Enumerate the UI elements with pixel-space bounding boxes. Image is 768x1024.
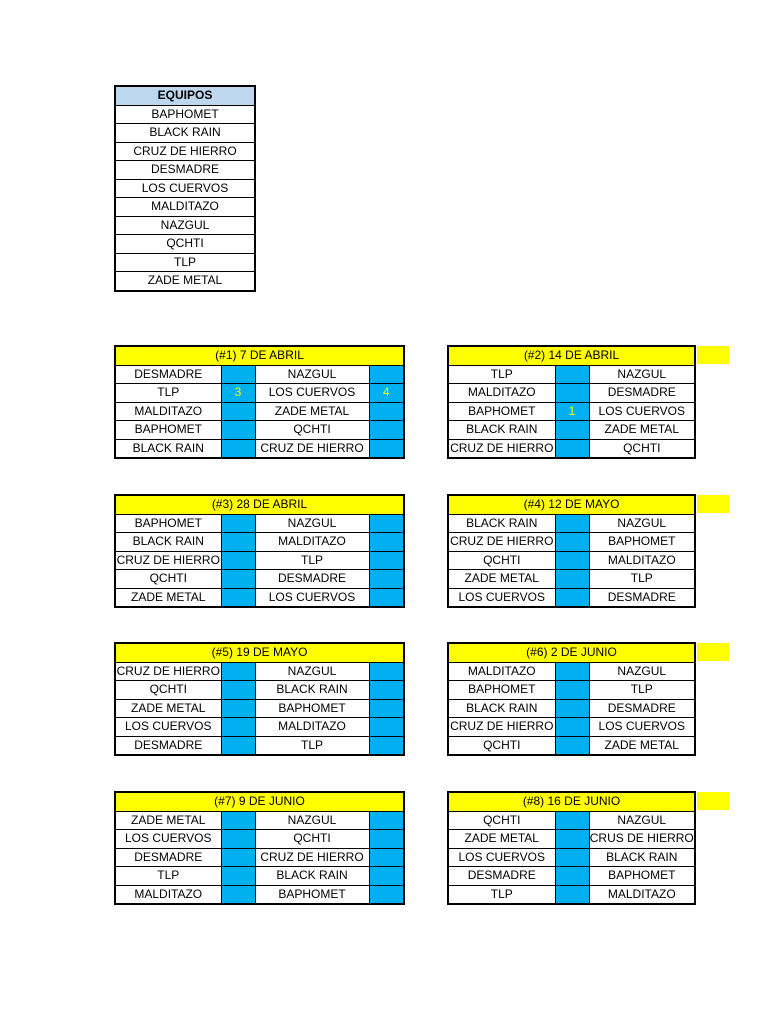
home-team-cell[interactable]: DESMADRE [115,736,221,755]
match-row [448,402,695,421]
round-4-table [447,494,696,608]
match-row [448,848,695,867]
home-score-cell[interactable] [221,533,255,552]
away-score-cell[interactable] [369,570,404,589]
home-team-cell[interactable]: CRUZ DE HIERRO [448,439,555,458]
away-team-cell[interactable]: QCHTI [255,830,369,849]
home-team-cell[interactable]: MALDITAZO [115,402,221,421]
home-team-cell[interactable]: CRUZ DE HIERRO [115,662,221,681]
match-row [115,681,404,700]
home-score-cell[interactable]: 3 [221,384,255,403]
round-title: (#8) 16 DE JUNIO [448,792,695,811]
home-score-cell[interactable] [221,885,255,904]
home-team-cell[interactable]: BLACK RAIN [448,514,555,533]
match-row [115,421,404,440]
match-row [448,514,695,533]
home-team-cell[interactable]: TLP [115,867,221,886]
away-team-cell[interactable]: DESMADRE [589,384,695,403]
home-team-cell[interactable]: LOS CUERVOS [115,718,221,737]
team-cell[interactable]: CRUZ DE HIERRO [115,142,255,161]
title-fill-overflow [697,792,729,810]
away-score-cell[interactable] [369,867,404,886]
home-score-cell[interactable] [221,848,255,867]
home-team-cell[interactable]: MALDITAZO [448,384,555,403]
home-team-cell[interactable]: BLACK RAIN [115,439,221,458]
away-team-cell[interactable]: NAZGUL [255,662,369,681]
away-score-cell[interactable] [369,662,404,681]
away-score-cell[interactable] [369,588,404,607]
match-row [448,588,695,607]
away-team-cell[interactable]: CRUZ DE HIERRO [255,848,369,867]
round-title: (#6) 2 DE JUNIO [448,643,695,662]
match-row [448,681,695,700]
away-team-cell[interactable]: CRUZ DE HIERRO [255,439,369,458]
home-score-cell[interactable] [221,421,255,440]
match-row [448,867,695,886]
away-score-cell[interactable] [369,885,404,904]
home-score-cell[interactable] [555,551,589,570]
away-team-cell[interactable]: TLP [255,736,369,755]
away-team-cell[interactable]: DESMADRE [589,588,695,607]
away-team-cell[interactable]: CRUS DE HIERRO [589,830,695,849]
home-team-cell[interactable]: TLP [448,365,555,384]
away-team-cell[interactable]: LOS CUERVOS [255,588,369,607]
away-team-cell[interactable]: NAZGUL [589,811,695,830]
home-team-cell[interactable]: TLP [448,885,555,904]
home-score-cell[interactable] [555,588,589,607]
home-score-cell[interactable] [555,885,589,904]
team-cell[interactable]: DESMADRE [115,161,255,180]
match-row [448,439,695,458]
away-team-cell[interactable]: BLACK RAIN [589,848,695,867]
home-team-cell[interactable]: CRUZ DE HIERRO [115,551,221,570]
home-team-cell[interactable]: DESMADRE [115,365,221,384]
home-score-cell[interactable]: 1 [555,402,589,421]
home-team-cell[interactable]: QCHTI [448,811,555,830]
round-title: (#1) 7 DE ABRIL [115,346,404,365]
team-cell[interactable]: BAPHOMET [115,105,255,124]
home-score-cell[interactable] [221,736,255,755]
home-score-cell[interactable] [221,699,255,718]
match-row [448,551,695,570]
match-row [448,533,695,552]
round-5-table [114,642,405,756]
round-7-table [114,791,405,905]
home-team-cell[interactable]: QCHTI [448,736,555,755]
round-title: (#2) 14 DE ABRIL [448,346,695,365]
home-team-cell[interactable]: ZADE METAL [115,811,221,830]
home-score-cell[interactable] [555,681,589,700]
away-score-cell[interactable] [369,514,404,533]
away-team-cell[interactable]: BAPHOMET [589,533,695,552]
home-score-cell[interactable] [555,533,589,552]
team-cell[interactable]: MALDITAZO [115,198,255,217]
match-row [115,699,404,718]
away-team-cell[interactable]: QCHTI [589,439,695,458]
match-row [448,365,695,384]
round-2-table [447,345,696,459]
away-team-cell[interactable]: LOS CUERVOS [589,718,695,737]
match-row [448,811,695,830]
away-score-cell[interactable] [369,811,404,830]
team-cell[interactable]: BLACK RAIN [115,124,255,143]
match-row [115,533,404,552]
home-score-cell[interactable] [555,699,589,718]
away-score-cell[interactable] [369,681,404,700]
away-score-cell[interactable] [369,402,404,421]
home-team-cell[interactable]: CRUZ DE HIERRO [448,533,555,552]
away-team-cell[interactable]: BAPHOMET [255,885,369,904]
round-1-table [114,345,405,459]
round-title: (#7) 9 DE JUNIO [115,792,404,811]
home-score-cell[interactable] [555,570,589,589]
away-team-cell[interactable]: LOS CUERVOS [255,384,369,403]
away-team-cell[interactable]: ZADE METAL [589,421,695,440]
match-row [115,830,404,849]
away-score-cell[interactable]: 4 [369,384,404,403]
team-cell[interactable]: LOS CUERVOS [115,179,255,198]
home-score-cell[interactable] [221,830,255,849]
home-score-cell[interactable] [555,718,589,737]
home-score-cell[interactable] [221,681,255,700]
away-score-cell[interactable] [369,699,404,718]
home-team-cell[interactable]: MALDITAZO [448,662,555,681]
match-row [448,662,695,681]
match-row [448,384,695,403]
home-team-cell[interactable]: BLACK RAIN [448,421,555,440]
away-team-cell[interactable]: MALDITAZO [255,533,369,552]
match-row [448,421,695,440]
match-row [115,811,404,830]
away-team-cell[interactable]: NAZGUL [255,811,369,830]
team-cell[interactable]: QCHTI [115,235,255,254]
away-score-cell[interactable] [369,533,404,552]
match-row [115,736,404,755]
away-score-cell[interactable] [369,551,404,570]
match-row [115,439,404,458]
home-score-cell[interactable] [555,736,589,755]
away-team-cell[interactable]: MALDITAZO [589,551,695,570]
home-team-cell[interactable]: DESMADRE [115,848,221,867]
match-row [448,570,695,589]
away-score-cell[interactable] [369,365,404,384]
away-team-cell[interactable]: BLACK RAIN [255,681,369,700]
home-score-cell[interactable] [555,867,589,886]
teams-header: EQUIPOS [115,86,255,105]
home-team-cell[interactable]: QCHTI [448,551,555,570]
home-team-cell[interactable]: BLACK RAIN [448,699,555,718]
home-score-cell[interactable] [555,421,589,440]
match-row [115,402,404,421]
match-row [115,384,404,403]
home-team-cell[interactable]: ZADE METAL [448,570,555,589]
home-score-cell[interactable] [221,514,255,533]
home-score-cell[interactable] [221,570,255,589]
home-team-cell[interactable]: LOS CUERVOS [448,848,555,867]
away-team-cell[interactable]: TLP [589,681,695,700]
home-score-cell[interactable] [221,402,255,421]
match-row [115,718,404,737]
away-team-cell[interactable]: BAPHOMET [589,867,695,886]
team-cell[interactable]: NAZGUL [115,216,255,235]
away-team-cell[interactable]: DESMADRE [255,570,369,589]
away-team-cell[interactable]: ZADE METAL [255,402,369,421]
title-fill-overflow [697,346,729,364]
home-score-cell[interactable] [221,867,255,886]
home-score-cell[interactable] [221,718,255,737]
home-team-cell[interactable]: ZADE METAL [115,699,221,718]
away-team-cell[interactable]: QCHTI [255,421,369,440]
home-score-cell[interactable] [221,365,255,384]
match-row [448,718,695,737]
away-team-cell[interactable]: BLACK RAIN [255,867,369,886]
away-score-cell[interactable] [369,848,404,867]
away-team-cell[interactable]: NAZGUL [255,365,369,384]
home-score-cell[interactable] [555,848,589,867]
teams-table [114,85,256,292]
away-team-cell[interactable]: MALDITAZO [589,885,695,904]
match-row [448,885,695,904]
match-row [115,514,404,533]
round-title: (#4) 12 DE MAYO [448,495,695,514]
home-score-cell[interactable] [555,514,589,533]
home-team-cell[interactable]: QCHTI [115,570,221,589]
away-team-cell[interactable]: NAZGUL [589,514,695,533]
away-team-cell[interactable]: LOS CUERVOS [589,402,695,421]
home-score-cell[interactable] [221,588,255,607]
away-score-cell[interactable] [369,830,404,849]
match-row [115,551,404,570]
home-team-cell[interactable]: CRUZ DE HIERRO [448,718,555,737]
match-row [115,662,404,681]
round-title: (#5) 19 DE MAYO [115,643,404,662]
round-3-table [114,494,405,608]
match-row [448,699,695,718]
away-score-cell[interactable] [369,439,404,458]
team-cell[interactable]: ZADE METAL [115,272,255,291]
home-score-cell[interactable] [555,384,589,403]
home-team-cell[interactable]: BAPHOMET [115,514,221,533]
match-row [115,588,404,607]
away-score-cell[interactable] [369,736,404,755]
match-row [115,867,404,886]
home-team-cell[interactable]: ZADE METAL [115,588,221,607]
home-score-cell[interactable] [555,439,589,458]
away-team-cell[interactable]: NAZGUL [255,514,369,533]
round-title: (#3) 28 DE ABRIL [115,495,404,514]
home-team-cell[interactable]: TLP [115,384,221,403]
match-row [115,570,404,589]
away-team-cell[interactable]: NAZGUL [589,365,695,384]
round-8-table [447,791,696,905]
match-row [448,830,695,849]
away-team-cell[interactable]: BAPHOMET [255,699,369,718]
home-score-cell[interactable] [555,365,589,384]
team-cell[interactable]: TLP [115,253,255,272]
away-team-cell[interactable]: TLP [589,570,695,589]
home-score-cell[interactable] [221,811,255,830]
home-score-cell[interactable] [555,830,589,849]
home-team-cell[interactable]: BAPHOMET [448,681,555,700]
home-team-cell[interactable]: ZADE METAL [448,830,555,849]
match-row [115,365,404,384]
away-score-cell[interactable] [369,718,404,737]
home-team-cell[interactable]: QCHTI [115,681,221,700]
away-team-cell[interactable]: DESMADRE [589,699,695,718]
title-fill-overflow [697,495,729,513]
home-team-cell[interactable]: BAPHOMET [448,402,555,421]
home-team-cell[interactable]: LOS CUERVOS [115,830,221,849]
home-team-cell[interactable]: LOS CUERVOS [448,588,555,607]
home-score-cell[interactable] [555,811,589,830]
home-score-cell[interactable] [221,662,255,681]
home-team-cell[interactable]: BLACK RAIN [115,533,221,552]
home-team-cell[interactable]: DESMADRE [448,867,555,886]
away-score-cell[interactable] [369,421,404,440]
home-score-cell[interactable] [221,439,255,458]
away-team-cell[interactable]: ZADE METAL [589,736,695,755]
away-team-cell[interactable]: MALDITAZO [255,718,369,737]
home-team-cell[interactable]: BAPHOMET [115,421,221,440]
title-fill-overflow [697,643,729,661]
match-row [115,848,404,867]
home-score-cell[interactable] [555,662,589,681]
match-row [448,736,695,755]
match-row [115,885,404,904]
home-team-cell[interactable]: MALDITAZO [115,885,221,904]
home-score-cell[interactable] [221,551,255,570]
away-team-cell[interactable]: NAZGUL [589,662,695,681]
away-team-cell[interactable]: TLP [255,551,369,570]
round-6-table [447,642,696,756]
